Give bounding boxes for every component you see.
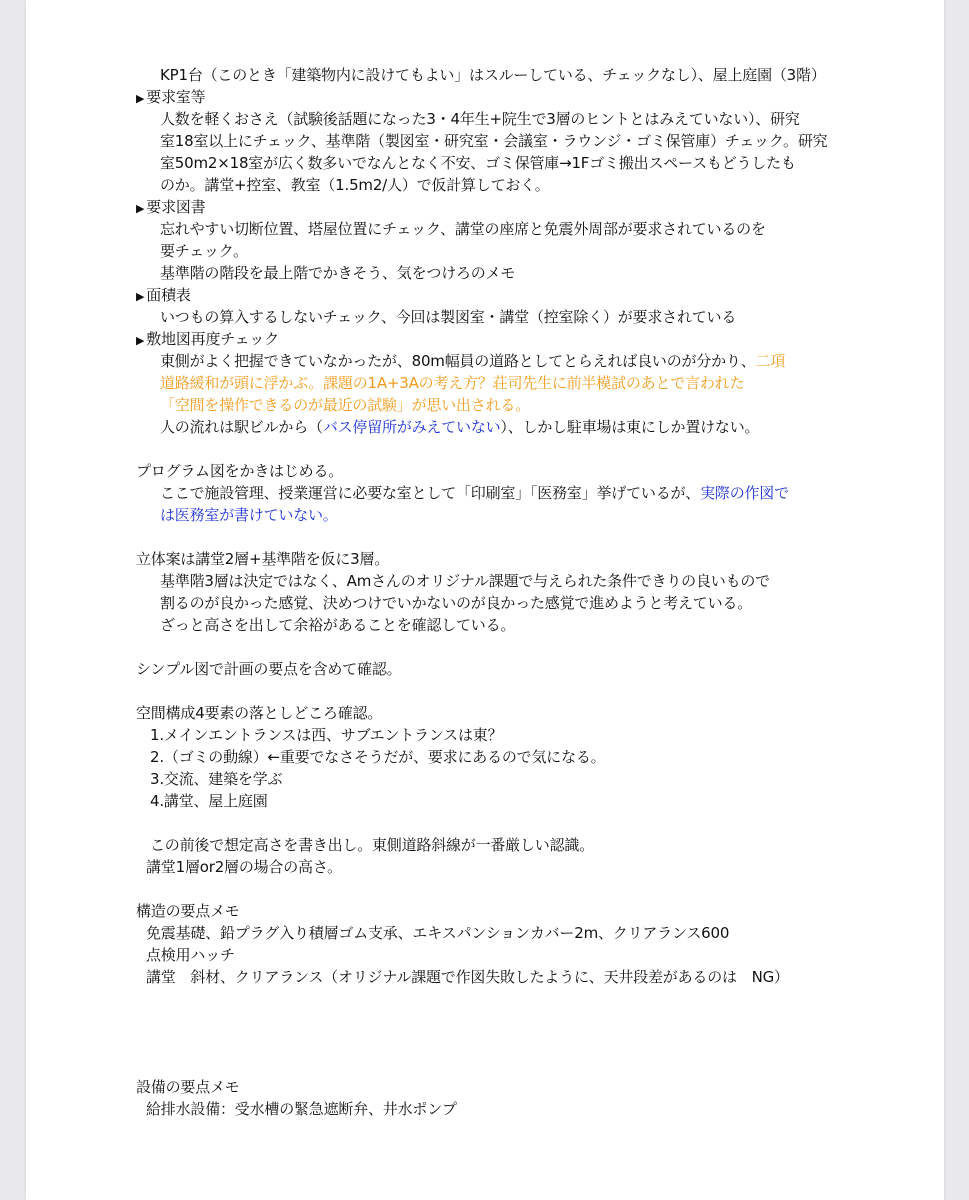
paragraph-heading: シンプル図で計画の要点を含めて確認。	[136, 660, 402, 678]
text-line: 給排水設備：受水槽の緊急遮断弁、井水ポンプ	[146, 1100, 457, 1118]
triangle-bullet-icon: ▶	[136, 290, 145, 303]
highlight-blue: 実際の作図で	[700, 484, 789, 502]
section-heading-site-check: ▶ 敷地図再度チェック	[136, 330, 280, 348]
spacer	[136, 526, 866, 548]
list-item: 4.講堂、屋上庭園	[150, 792, 268, 810]
paragraph-heading: 空間構成4要素の落としどころ確認。	[136, 704, 383, 722]
paragraph-heading: プログラム図をかきはじめる。	[136, 462, 344, 480]
spacer	[136, 988, 866, 1054]
text-line: KP1台（このとき「建築物内に設けてもよい」はスルーしている、チェックなし）、屋上庭園（3階）	[160, 66, 826, 84]
section-heading-area-table: ▶ 面積表	[136, 286, 191, 304]
paragraph-heading: 構造の要点メモ	[136, 902, 240, 920]
text-line: ざっと高さを出して余裕があることを確認している。	[160, 616, 516, 634]
text-line: 室18室以上にチェック、基準階（製図室・研究室・会議室・ラウンジ・ゴミ保管庫）チェック。研究	[160, 132, 828, 150]
text-line: 講堂1層or2層の場合の高さ。	[146, 858, 342, 876]
spacer	[136, 680, 866, 702]
list-item: 1.メインエントランスは西、サブエントランスは東？	[150, 726, 503, 744]
text-line: 室50m2×18室が広く数多いでなんとなく不安、ゴミ保管庫→1Fゴミ搬出スペースもどうしたも	[160, 154, 796, 172]
text-line: 基準階3層は決定ではなく、Amさんのオリジナル課題で与えられた条件できりの良いもので	[160, 572, 770, 590]
text-line: のか。講堂+控室、教室（1.5m2/人）で仮計算しておく。	[160, 176, 550, 194]
text-line: 人数を軽くおさえ（試験後話題になった3・4年生+院生で3層のヒントとはみえていない）、研究	[160, 110, 800, 128]
triangle-bullet-icon: ▶	[136, 92, 145, 105]
document-page	[26, 0, 944, 1200]
text-line: 免震基礎、鉛プラグ入り積層ゴム支承、エキスパンションカバー2m、クリアランス600	[146, 924, 730, 942]
text-line: いつもの算入するしないチェック、今回は製図室・講堂（控室除く）が要求されている	[160, 308, 737, 326]
list-item: 2.（ゴミの動線）←重要でなさそうだが、要求にあるので気になる。	[150, 748, 606, 766]
spacer	[136, 438, 866, 460]
text-line: 点検用ハッチ	[146, 946, 235, 964]
triangle-bullet-icon: ▶	[136, 334, 145, 347]
spacer	[136, 636, 866, 658]
text-line: 基準階の階段を最上階でかきそう、気をつけろのメモ	[160, 264, 516, 282]
text-line: この前後で想定高さを書き出し。東側道路斜線が一番厳しい認識。	[150, 836, 595, 854]
document-body	[136, 64, 866, 1120]
spacer	[136, 812, 866, 834]
list-item: 3.交流、建築を学ぶ	[150, 770, 283, 788]
text-line: 要チェック。	[160, 242, 248, 260]
text-line: 人の流れは駅ビルから（バス停留所がみえていない）、しかし駐車場は東にしか置けない。	[160, 418, 760, 436]
paragraph-heading: 立体案は講堂2層+基準階を仮に3層。	[136, 550, 390, 568]
highlight-orange-line: 道路緩和が頭に浮かぶ。課題の1A+3Aの考え方？荘司先生に前半模試のあとで言われた	[160, 374, 745, 392]
section-heading-required-drawings: ▶ 要求図書	[136, 198, 206, 216]
text-line: 割るのが良かった感覚、決めつけでいかないのが良かった感覚で進めようと考えている。	[160, 594, 753, 612]
text-line: ここで施設管理、授業運営に必要な室として「印刷室」「医務室」挙げているが、実際の作図で	[160, 484, 789, 502]
paragraph-heading: 設備の要点メモ	[136, 1078, 240, 1096]
spacer	[136, 1054, 866, 1076]
highlight-orange-line: 「空間を操作できるのが最近の試験」が思い出される。	[160, 396, 531, 414]
text-line: 忘れやすい切断位置、塔屋位置にチェック、講堂の座席と免震外周部が要求されているのを	[160, 220, 766, 238]
highlight-blue-line: は医務室が書けていない。	[160, 506, 338, 524]
triangle-bullet-icon: ▶	[136, 202, 145, 215]
highlight-blue: バス停留所がみえていない	[322, 418, 501, 436]
section-heading-required-rooms: ▶ 要求室等	[136, 88, 206, 106]
text-line: 講堂 斜材、クリアランス（オリジナル課題で作図失敗したように、天井段差があるのは NG）	[146, 968, 789, 986]
text-line: 東側がよく把握できていなかったが、80m幅員の道路としてとらえれば良いのが分かり、二項	[160, 352, 786, 370]
spacer	[136, 878, 866, 900]
highlight-orange: 二項	[755, 352, 786, 370]
